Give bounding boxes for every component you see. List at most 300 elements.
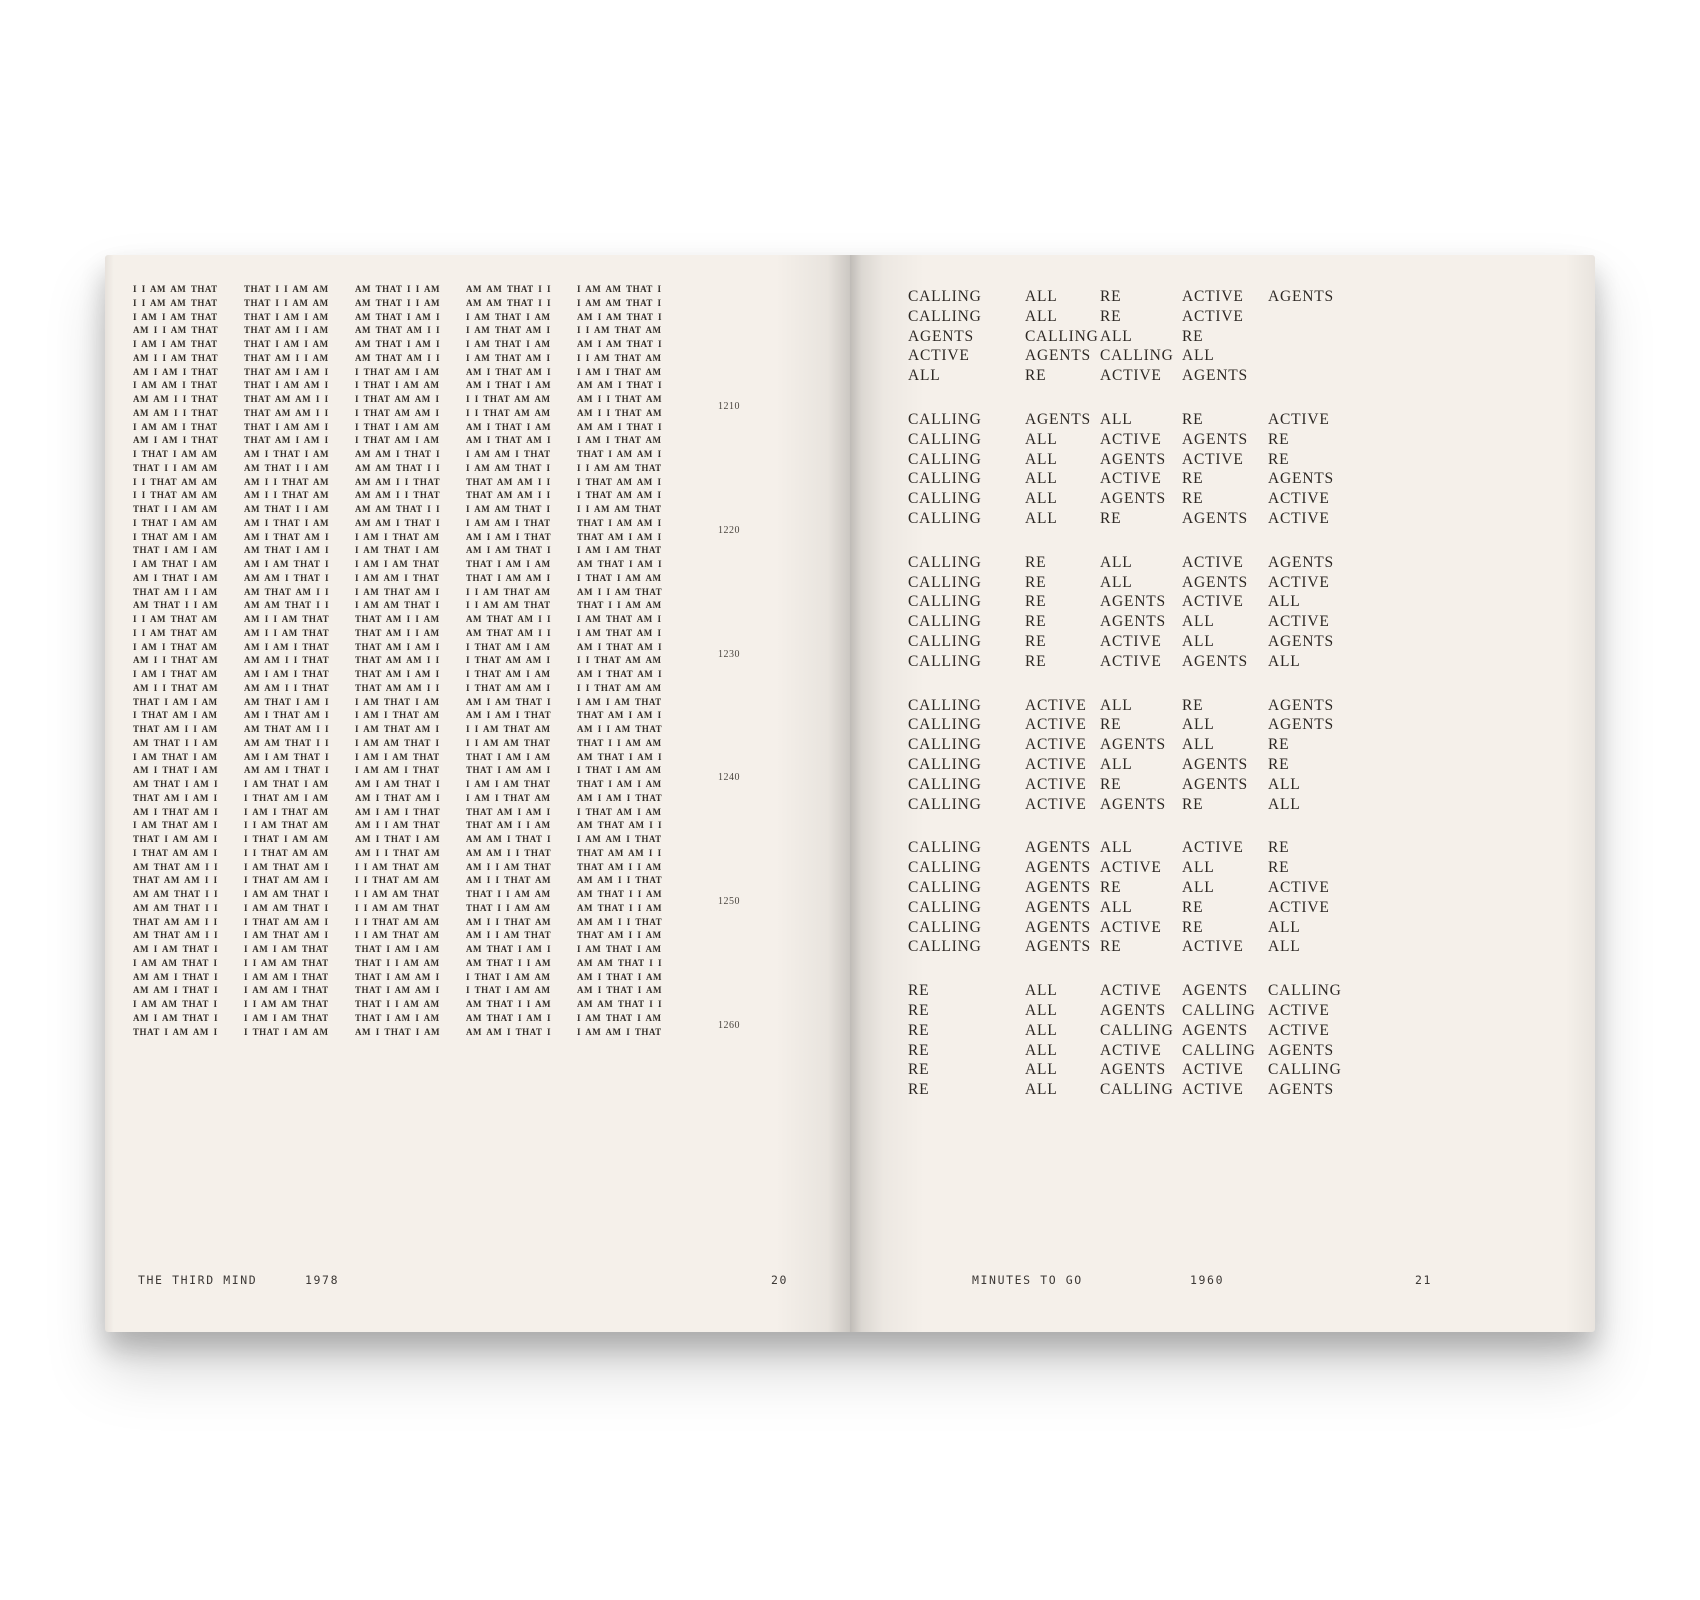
word: AGENTS: [1025, 918, 1091, 936]
permutation-sentence: [908, 715, 1548, 735]
permutation-line: THAT AM I I AM: [577, 861, 662, 872]
permutation-line: AM THAT I I AM: [466, 957, 552, 968]
permutation-line: I I AM AM THAT: [466, 737, 551, 748]
word: AGENTS: [1100, 1001, 1166, 1019]
permutation-sentence: [908, 981, 1548, 1001]
permutation-sentence: [908, 795, 1548, 815]
permutation-line: AM THAT I I AM: [355, 284, 441, 294]
word: ALL: [1025, 1001, 1058, 1019]
page-number: 20: [770, 1273, 788, 1287]
permutation-sentence: [908, 918, 1548, 938]
word: RE: [1100, 775, 1122, 793]
word: AGENTS: [1182, 982, 1248, 1000]
permutation-line: AM I THAT I AM: [133, 572, 219, 583]
permutation-line: THAT AM I I AM: [355, 614, 440, 624]
permutation-line: I AM AM THAT I: [244, 902, 329, 913]
permutation-line: I AM THAT I AM: [577, 1012, 662, 1023]
permutation-line: I THAT I AM AM: [133, 517, 218, 528]
line-number: 1230: [718, 648, 740, 660]
permutation-line: AM I I THAT AM: [355, 847, 441, 858]
permutation-line: I I AM THAT AM: [577, 352, 662, 363]
word: AGENTS: [1182, 652, 1248, 670]
permutation-line: THAT AM AM I I: [244, 407, 329, 418]
word: ALL: [1182, 736, 1215, 754]
permutation-line: AM I THAT AM I: [355, 792, 441, 803]
permutation-line: I AM AM I THAT: [133, 421, 218, 432]
permutation-line: THAT AM I I AM: [355, 627, 440, 638]
permutation-line: AM I I THAT AM: [244, 476, 330, 487]
permutation-line: AM I AM THAT I: [244, 559, 330, 569]
permutation-line: AM AM I THAT I: [355, 449, 441, 459]
word: AGENTS: [1025, 839, 1091, 857]
permutation-line: AM I I THAT AM: [577, 394, 663, 404]
word: AGENTS: [1182, 755, 1248, 773]
permutation-sentence: [908, 775, 1548, 795]
permutation-line: I AM I THAT AM: [355, 531, 440, 542]
permutation-line: THAT AM AM I I: [577, 847, 662, 858]
word: CALLING: [908, 775, 982, 793]
permutation-line: I AM I THAT AM: [577, 435, 662, 446]
word: ALL: [1025, 1081, 1058, 1099]
permutation-line: THAT I I AM AM: [244, 284, 329, 294]
permutation-line: THAT AM I I AM: [244, 352, 329, 363]
permutation-sentence: [908, 553, 1548, 573]
permutation-line: I I AM THAT AM: [355, 930, 440, 941]
permutation-line: AM AM THAT I I: [133, 902, 219, 913]
word: CALLING: [908, 553, 982, 571]
permutation-line: THAT I I AM AM: [466, 889, 551, 899]
word: RE: [1100, 878, 1122, 896]
permutation-line: THAT AM AM I I: [355, 682, 440, 693]
permutation-line: THAT AM I AM I: [244, 435, 329, 446]
permutation-line: AM THAT AM I I: [466, 614, 552, 624]
permutation-line: I THAT AM AM I: [466, 655, 551, 666]
permutation-line: I AM THAT I AM: [577, 944, 662, 954]
word: ALL: [1025, 288, 1058, 305]
word: [1268, 327, 1548, 347]
word: CALLING: [908, 613, 982, 631]
word: ALL: [908, 367, 941, 385]
word: AGENTS: [1182, 1021, 1248, 1039]
word: CALLING: [908, 430, 982, 448]
permutation-line: I AM THAT AM I: [244, 930, 329, 941]
word: ACTIVE: [1100, 367, 1162, 385]
permutation-line: AM AM I THAT I: [466, 1026, 552, 1037]
permutation-sentence: [908, 573, 1548, 593]
permutation-line: AM I THAT AM I: [577, 641, 663, 652]
permutation-line: I AM I THAT AM: [244, 806, 329, 817]
word: RE: [1268, 839, 1290, 857]
permutation-sentence: [908, 838, 1548, 858]
word: ACTIVE: [1182, 288, 1244, 305]
permutation-line: I AM THAT I AM: [355, 696, 440, 707]
permutation-line: AM THAT I I AM: [466, 999, 552, 1009]
permutation-line: I AM AM I THAT: [133, 380, 218, 391]
permutation-line: I AM AM THAT I: [466, 504, 551, 514]
word: ACTIVE: [1100, 652, 1162, 670]
word: CALLING: [908, 470, 982, 488]
permutation-line: AM AM I I THAT: [244, 655, 330, 666]
permutation-line: THAT I I AM AM: [355, 999, 440, 1009]
word: ALL: [1182, 347, 1215, 365]
word: ACTIVE: [1182, 1061, 1244, 1079]
permutation-line: I AM THAT I AM: [133, 751, 218, 762]
book-title: THE THIRD MIND: [138, 1273, 258, 1287]
permutation-sentence: [908, 410, 1548, 430]
permutation-line: I THAT AM I AM: [133, 710, 218, 721]
permutation-line: I I AM THAT AM: [133, 614, 218, 624]
permutation-line: I AM THAT I AM: [466, 311, 551, 322]
word: RE: [1025, 573, 1047, 591]
permutation-line: AM AM I THAT I: [133, 971, 219, 982]
permutation-sentence: [908, 307, 1548, 327]
permutation-group-4: [908, 696, 1548, 815]
word: CALLING: [1100, 1021, 1174, 1039]
permutation-line: AM I THAT AM I: [466, 435, 552, 446]
permutation-line: AM THAT I I AM: [244, 462, 330, 473]
permutation-line: AM I I THAT AM: [577, 407, 663, 418]
permutation-line: AM I I AM THAT: [466, 930, 552, 941]
permutation-line: I AM AM THAT I: [133, 999, 218, 1009]
permutation-sentence: [908, 509, 1548, 529]
permutation-line: THAT I AM AM I: [133, 834, 218, 844]
permutation-column-5: [577, 283, 688, 1039]
word: CALLING: [908, 736, 982, 754]
permutation-line: I AM I AM THAT: [244, 944, 329, 954]
line-number: 1260: [718, 1019, 740, 1031]
permutation-line: THAT AM I AM I: [466, 806, 551, 817]
permutation-line: THAT AM I I AM: [466, 820, 551, 831]
word: AGENTS: [1182, 573, 1248, 591]
permutation-line: AM I THAT AM I: [244, 710, 330, 721]
word: ACTIVE: [1268, 878, 1330, 896]
word: CALLING: [908, 410, 982, 428]
permutation-line: AM I AM THAT I: [244, 751, 330, 762]
word: ACTIVE: [1182, 1081, 1244, 1099]
word: ALL: [1182, 632, 1215, 650]
permutation-sentence: [908, 1001, 1548, 1021]
permutation-line: AM I THAT I AM: [355, 1026, 441, 1037]
permutation-line: I AM I AM THAT: [133, 311, 218, 322]
word: ACTIVE: [1100, 859, 1162, 877]
right-page-footer: [850, 1273, 1595, 1293]
word: AGENTS: [1025, 938, 1091, 956]
permutation-sentence: [908, 735, 1548, 755]
word: ALL: [1025, 307, 1058, 325]
word: ACTIVE: [1182, 307, 1244, 325]
word: RE: [1100, 938, 1122, 956]
permutation-line: THAT AM I AM I: [355, 641, 440, 652]
word: ALL: [1182, 613, 1215, 631]
permutation-line: AM AM I I THAT: [577, 916, 663, 927]
word: ALL: [1268, 918, 1301, 936]
permutation-line: I THAT I AM AM: [355, 380, 440, 391]
permutation-line: I AM THAT AM I: [577, 614, 662, 624]
word: CALLING: [908, 696, 982, 714]
permutation-group-3: [908, 553, 1548, 672]
word: CALLING: [1268, 982, 1342, 1000]
permutation-line: AM I I THAT AM: [133, 655, 219, 666]
word: AGENTS: [1100, 490, 1166, 508]
permutation-column-3: [355, 283, 466, 1039]
permutation-line: I THAT AM I AM: [577, 806, 662, 817]
permutation-line: AM THAT I I AM: [577, 889, 663, 899]
permutation-line: I AM AM I THAT: [577, 1026, 662, 1037]
word: ALL: [1100, 327, 1133, 345]
permutation-sentence: [908, 612, 1548, 632]
permutation-line: AM THAT I AM I: [466, 1012, 552, 1023]
word: RE: [1025, 632, 1047, 650]
permutation-line: AM AM I THAT I: [577, 380, 663, 391]
word: RE: [1182, 918, 1204, 936]
permutation-column-1: [133, 283, 244, 1039]
permutation-group-1: [908, 287, 1548, 386]
word: RE: [908, 1061, 930, 1079]
word: RE: [908, 1001, 930, 1019]
permutation-line: I THAT AM I AM: [466, 669, 551, 679]
permutation-line: I AM AM I THAT: [466, 449, 551, 459]
permutation-line: I I AM THAT AM: [577, 325, 662, 336]
permutation-line: I I AM AM THAT: [577, 462, 662, 473]
permutation-line: AM I THAT I AM: [244, 517, 330, 528]
word: ALL: [1025, 982, 1058, 1000]
permutation-line: AM THAT I AM I: [577, 751, 663, 762]
word: [1268, 307, 1548, 327]
permutation-line: I THAT I AM AM: [244, 834, 329, 844]
permutation-line: AM AM THAT I I: [466, 297, 552, 308]
permutation-line: AM I THAT I AM: [244, 449, 330, 459]
permutation-line: I AM AM I THAT: [244, 985, 329, 996]
permutation-line: I AM THAT AM I: [355, 586, 440, 597]
line-number: 1240: [718, 772, 740, 784]
word: ACTIVE: [1025, 716, 1087, 734]
permutation-line: AM AM THAT I I: [133, 889, 219, 899]
word: ACTIVE: [1268, 898, 1330, 916]
permutation-line: I THAT I AM AM: [466, 985, 551, 996]
permutation-line: AM I AM I THAT: [244, 669, 330, 679]
permutation-line: AM I AM THAT I: [577, 311, 663, 322]
permutation-line: I I AM AM THAT: [244, 957, 329, 968]
permutation-line: THAT AM I AM I: [577, 531, 662, 542]
word: AGENTS: [1268, 716, 1334, 734]
word: RE: [908, 1041, 930, 1059]
permutation-line: AM I THAT I AM: [466, 380, 552, 391]
permutation-line: I AM AM THAT I: [577, 284, 662, 294]
permutation-line: AM I AM THAT I: [355, 779, 441, 789]
word: ALL: [1025, 430, 1058, 448]
word: CALLING: [908, 918, 982, 936]
permutation-line: I THAT AM AM I: [355, 394, 440, 404]
permutation-line: AM AM I THAT I: [466, 834, 552, 844]
permutation-group-5: [908, 838, 1548, 957]
word: ALL: [1268, 938, 1301, 956]
word: ACTIVE: [1025, 736, 1087, 754]
permutation-sentence: [908, 592, 1548, 612]
permutation-line: I AM I AM THAT: [466, 779, 551, 789]
page-number: 21: [1414, 1273, 1432, 1287]
permutation-line: AM THAT I AM I: [244, 696, 330, 707]
word: CALLING: [1025, 327, 1099, 345]
permutation-line: AM I THAT I AM: [577, 985, 663, 996]
permutation-line: AM I THAT I AM: [355, 834, 441, 844]
permutation-line: AM I I AM THAT: [577, 586, 663, 597]
word: AGENTS: [1100, 1061, 1166, 1079]
permutation-line: AM THAT I I AM: [133, 600, 219, 611]
permutation-line: AM AM I THAT I: [133, 985, 219, 996]
permutation-sentence: [908, 878, 1548, 898]
word: ACTIVE: [1268, 490, 1330, 508]
permutation-line: I AM THAT AM I: [355, 724, 440, 734]
word: AGENTS: [1100, 593, 1166, 611]
permutation-line: I I THAT AM AM: [133, 476, 218, 487]
word: CALLING: [908, 490, 982, 508]
permutation-line: AM THAT I I AM: [244, 504, 330, 514]
permutation-line: I THAT AM AM I: [244, 875, 329, 886]
word: AGENTS: [1025, 859, 1091, 877]
permutation-line: AM AM THAT I I: [244, 737, 330, 748]
permutation-sentence: [908, 469, 1548, 489]
permutation-line: I AM I THAT AM: [133, 641, 218, 652]
permutation-line: AM I THAT AM I: [133, 806, 219, 817]
permutation-line: AM I THAT AM I: [466, 366, 552, 377]
word: AGENTS: [1025, 878, 1091, 896]
word: ALL: [1268, 593, 1301, 611]
word: ALL: [1182, 878, 1215, 896]
permutation-line: AM THAT AM I I: [355, 325, 441, 336]
word: AGENTS: [1182, 367, 1248, 385]
word: ALL: [1025, 450, 1058, 468]
word: RE: [1025, 593, 1047, 611]
permutation-line: AM AM I THAT I: [244, 572, 330, 583]
permutation-line: THAT AM I I AM: [133, 724, 218, 734]
word: ACTIVE: [1268, 613, 1330, 631]
permutation-line: AM I I AM THAT: [133, 352, 219, 363]
permutation-line: I AM AM THAT I: [355, 600, 440, 611]
word: AGENTS: [1182, 509, 1248, 527]
word: RE: [1025, 367, 1047, 385]
permutation-line: THAT AM AM I I: [133, 916, 218, 927]
permutation-line: I AM THAT I AM: [466, 339, 551, 349]
permutation-line: I AM I THAT AM: [355, 710, 440, 721]
permutation-line: AM AM I THAT I: [355, 517, 441, 528]
permutation-line: I I AM AM THAT: [466, 600, 551, 611]
word: CALLING: [908, 938, 982, 956]
word: RE: [1182, 696, 1204, 714]
permutation-line: I I THAT AM AM: [577, 655, 662, 666]
permutation-line: THAT AM AM I I: [466, 476, 551, 487]
permutation-line: AM AM I I THAT: [466, 847, 552, 858]
permutation-line: AM AM I I THAT: [133, 394, 219, 404]
permutation-sentence: [908, 858, 1548, 878]
word: ACTIVE: [1100, 632, 1162, 650]
word: ACTIVE: [1182, 450, 1244, 468]
permutation-sentence: [908, 327, 1548, 347]
word: CALLING: [908, 898, 982, 916]
word: RE: [908, 982, 930, 1000]
word: CALLING: [908, 716, 982, 734]
word: ACTIVE: [1025, 795, 1087, 813]
word: AGENTS: [1025, 347, 1091, 365]
permutation-line: I AM I AM THAT: [133, 339, 218, 349]
word: RE: [1100, 307, 1122, 325]
permutation-line: THAT AM AM I I: [133, 875, 218, 886]
permutation-text-block: [133, 283, 688, 1039]
word: ACTIVE: [1268, 1021, 1330, 1039]
word: ACTIVE: [1025, 696, 1087, 714]
word: RE: [1268, 450, 1290, 468]
permutation-line: I I AM THAT AM: [244, 820, 329, 831]
permutation-line: AM AM THAT I I: [355, 462, 441, 473]
word: ACTIVE: [1025, 755, 1087, 773]
permutation-line: AM THAT AM I I: [133, 930, 219, 941]
word: AGENTS: [1268, 470, 1334, 488]
permutation-line: AM THAT AM I I: [244, 724, 330, 734]
permutation-line: AM AM I I THAT: [133, 407, 219, 418]
permutation-sentence: [908, 898, 1548, 918]
permutation-line: AM AM THAT I I: [466, 284, 552, 294]
permutation-line: THAT I AM AM I: [466, 765, 551, 776]
permutation-sentence: [908, 346, 1548, 366]
word: RE: [1182, 327, 1204, 345]
word: CALLING: [908, 859, 982, 877]
permutation-line: THAT AM AM I I: [355, 655, 440, 666]
permutation-line: I I AM THAT AM: [466, 724, 551, 734]
permutation-line: I AM AM THAT I: [133, 957, 218, 968]
word: ALL: [1025, 490, 1058, 508]
permutation-line: I AM I AM THAT: [577, 696, 662, 707]
permutation-line: THAT AM I I AM: [133, 586, 218, 597]
word: CALLING: [908, 632, 982, 650]
publication-year: 1978: [305, 1273, 340, 1287]
word: RE: [1182, 470, 1204, 488]
permutation-line: AM I THAT I AM: [133, 765, 219, 776]
word: ALL: [1268, 775, 1301, 793]
permutation-line: AM I I AM THAT: [244, 614, 330, 624]
permutation-sentence: [908, 937, 1548, 957]
permutation-line: THAT I AM AM I: [355, 985, 440, 996]
permutation-line: I AM AM I THAT: [466, 517, 551, 528]
permutation-line: THAT I AM I AM: [133, 545, 218, 556]
permutation-sentence: [908, 287, 1548, 307]
permutation-line: AM I AM I THAT: [466, 531, 552, 542]
word: AGENTS: [1268, 696, 1334, 714]
word: AGENTS: [1268, 1041, 1334, 1059]
permutation-sentence: [908, 366, 1548, 386]
permutation-line: I AM THAT AM I: [244, 861, 329, 872]
permutation-line: AM I AM I THAT: [133, 366, 219, 377]
permutation-line: I AM AM THAT I: [355, 737, 440, 748]
word: AGENTS: [1268, 553, 1334, 571]
word: ACTIVE: [1268, 410, 1330, 428]
permutation-line: AM I AM THAT I: [577, 339, 663, 349]
word: RE: [1268, 859, 1290, 877]
word: ALL: [1100, 839, 1133, 857]
book-title: MINUTES TO GO: [972, 1273, 1083, 1287]
permutation-line: THAT I AM AM I: [466, 572, 551, 583]
word: ALL: [1100, 755, 1133, 773]
word: AGENTS: [1268, 632, 1334, 650]
permutation-line: AM THAT AM I I: [244, 586, 330, 597]
permutation-line: AM I AM THAT I: [133, 944, 219, 954]
permutation-sentence: [908, 489, 1548, 509]
permutation-group-6: [908, 981, 1548, 1100]
word: RE: [908, 1021, 930, 1039]
permutation-line: AM THAT AM I I: [577, 820, 663, 831]
permutation-line: AM AM I THAT I: [244, 765, 330, 776]
permutation-line: AM AM I I THAT: [244, 682, 330, 693]
permutation-line: I I THAT AM AM: [133, 490, 218, 501]
permutation-line: I I AM AM THAT: [244, 999, 329, 1009]
